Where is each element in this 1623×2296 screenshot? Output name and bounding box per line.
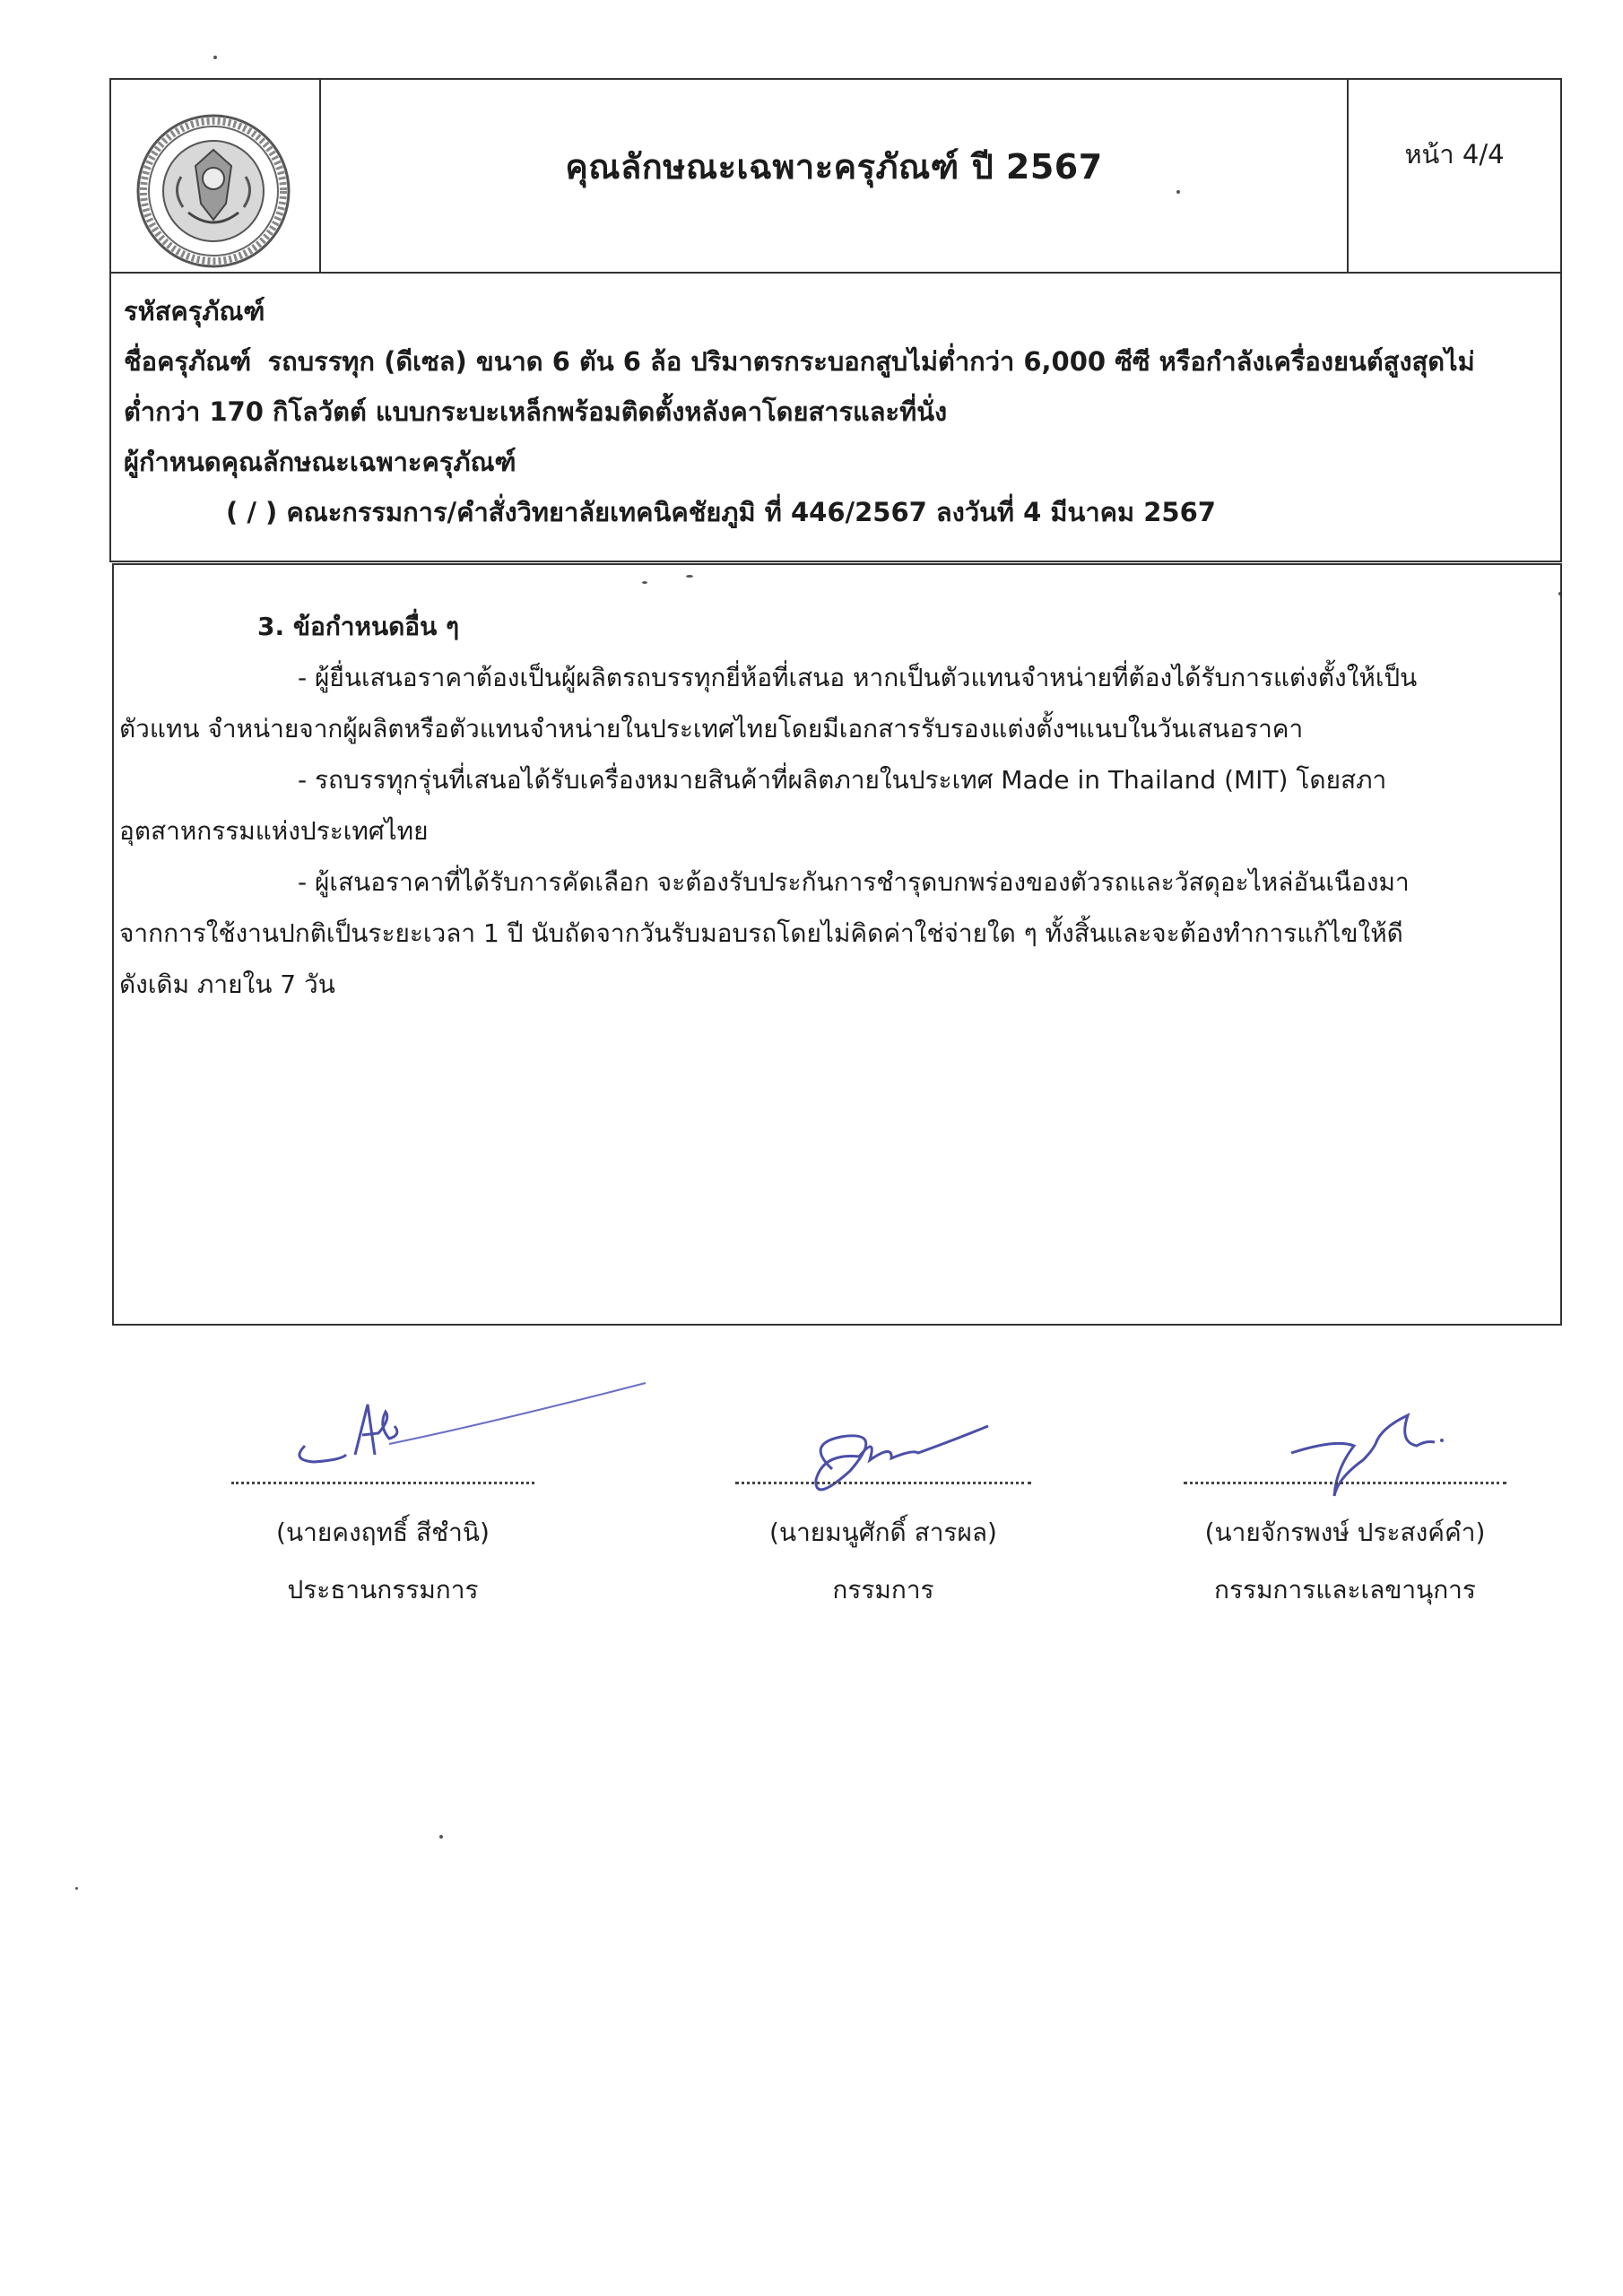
- requirement-warranty-line-3: ดังเดิม ภายใน 7 วัน: [119, 970, 335, 999]
- document-title: คุณลักษณะเฉพาะครุภัณฑ์ ปี 2567: [565, 146, 1103, 187]
- signatory-role: กรรมการ: [832, 1575, 934, 1605]
- equipment-name-continuation: ต่ำกว่า 170 กิโลวัตต์ แบบกระบะเหล็กพร้อมติดตั้งหลังคาโดยสารและที่นั่ง: [124, 396, 948, 427]
- requirement-warranty-line-1: - ผู้เสนอราคาที่ได้รับการคัดเลือก จะต้องรับประกันการชำรุดบกพร่องของตัวรถและวัสดุอะไหล่อันเนืองมา: [298, 867, 1410, 897]
- signature-line: [735, 1480, 1031, 1484]
- committee-order-line: ( / ) คณะกรรมการ/คำสั่งวิทยาลัยเทคนิคชัยภูมิ ที่ 446/2567 ลงวันที่ 4 มีนาคม 2567: [226, 497, 1216, 527]
- signature-line: [1184, 1480, 1506, 1484]
- requirement-dealer-line-2: ตัวแทน จำหน่ายจากผู้ผลิตหรือตัวแทนจำหน่ายในประเทศไทยโดยมีเอกสารรับรองแต่งตั้งฯแนบในวันเสนอราคา: [119, 714, 1304, 744]
- header-logo-cell: [111, 80, 321, 272]
- header-page-cell: [1349, 80, 1560, 272]
- scan-speck: [213, 56, 217, 59]
- signature-block-member: [735, 1480, 1031, 1619]
- signatory-role: ประธานกรรมการ: [287, 1575, 479, 1605]
- section-heading: 3. ข้อกำหนดอื่น ๆ: [257, 612, 460, 641]
- equipment-code-label: รหัสครุภัณฑ์: [124, 296, 265, 326]
- header-title-cell: [321, 80, 1349, 272]
- equipment-info-box: [109, 274, 1562, 562]
- signatory-name: (นายคงฤทธิ์ สีชำนิ): [276, 1518, 490, 1547]
- requirement-mit-line-1: - รถบรรทุกรุ่นที่เสนอได้รับเครื่องหมายสินค้าที่ผลิตภายในประเทศ Made in Thailand (MIT) โดยสภา: [298, 765, 1387, 795]
- requirement-warranty-line-2: จากการใช้งานปกติเป็นระยะเวลา 1 ปี นับถัดจากวันรับมอบรถโดยไม่คิดค่าใช่จ่ายใด ๆ ทั้งสิ้นและจะต้องทำการแก้ไขให้ดี: [119, 918, 1403, 948]
- equipment-name-text: รถบรรทุก (ดีเซล) ขนาด 6 ตัน 6 ล้อ ปริมาตรกระบอกสูบไม่ต่ำกว่า 6,000 ซีซี หรือกำลังเครื่องยนต์สูงสุดไม่: [267, 346, 1475, 377]
- signatory-role: กรรมการและเลขานุการ: [1214, 1575, 1476, 1605]
- requirement-dealer-line-1: - ผู้ยื่นเสนอราคาต้องเป็นผู้ผลิตรถบรรทุกยี่ห้อที่เสนอ หากเป็นตัวแทนจำหน่ายที่ต้องได้รับการแต่งตั้งให้เป็น: [298, 663, 1418, 692]
- signatory-name: (นายมนูศักดิ์ สารผล): [769, 1518, 997, 1547]
- spec-by-label: ผู้กำหนดคุณลักษณะเฉพาะครุภัณฑ์: [124, 447, 516, 477]
- signatory-name: (นายจักรพงษ์ ประสงค์คำ): [1204, 1518, 1486, 1547]
- page-number: หน้า 4/4: [1404, 139, 1505, 170]
- institution-seal-icon: [136, 114, 291, 268]
- signature-block-chairman: [231, 1480, 534, 1619]
- equipment-name-line: [124, 336, 1544, 387]
- requirements-box: [112, 563, 1562, 1326]
- signature-block-secretary: [1184, 1480, 1506, 1619]
- equipment-name-label: ชื่อครุภัณฑ์: [124, 346, 252, 377]
- signature-line: [231, 1480, 534, 1484]
- scan-speck: [75, 1887, 78, 1890]
- signature-chairman-icon: [278, 1372, 655, 1480]
- requirement-mit-line-2: อุตสาหกรรมแห่งประเทศไทย: [119, 816, 429, 846]
- scan-speck: [439, 1835, 443, 1839]
- header-table: [109, 78, 1562, 274]
